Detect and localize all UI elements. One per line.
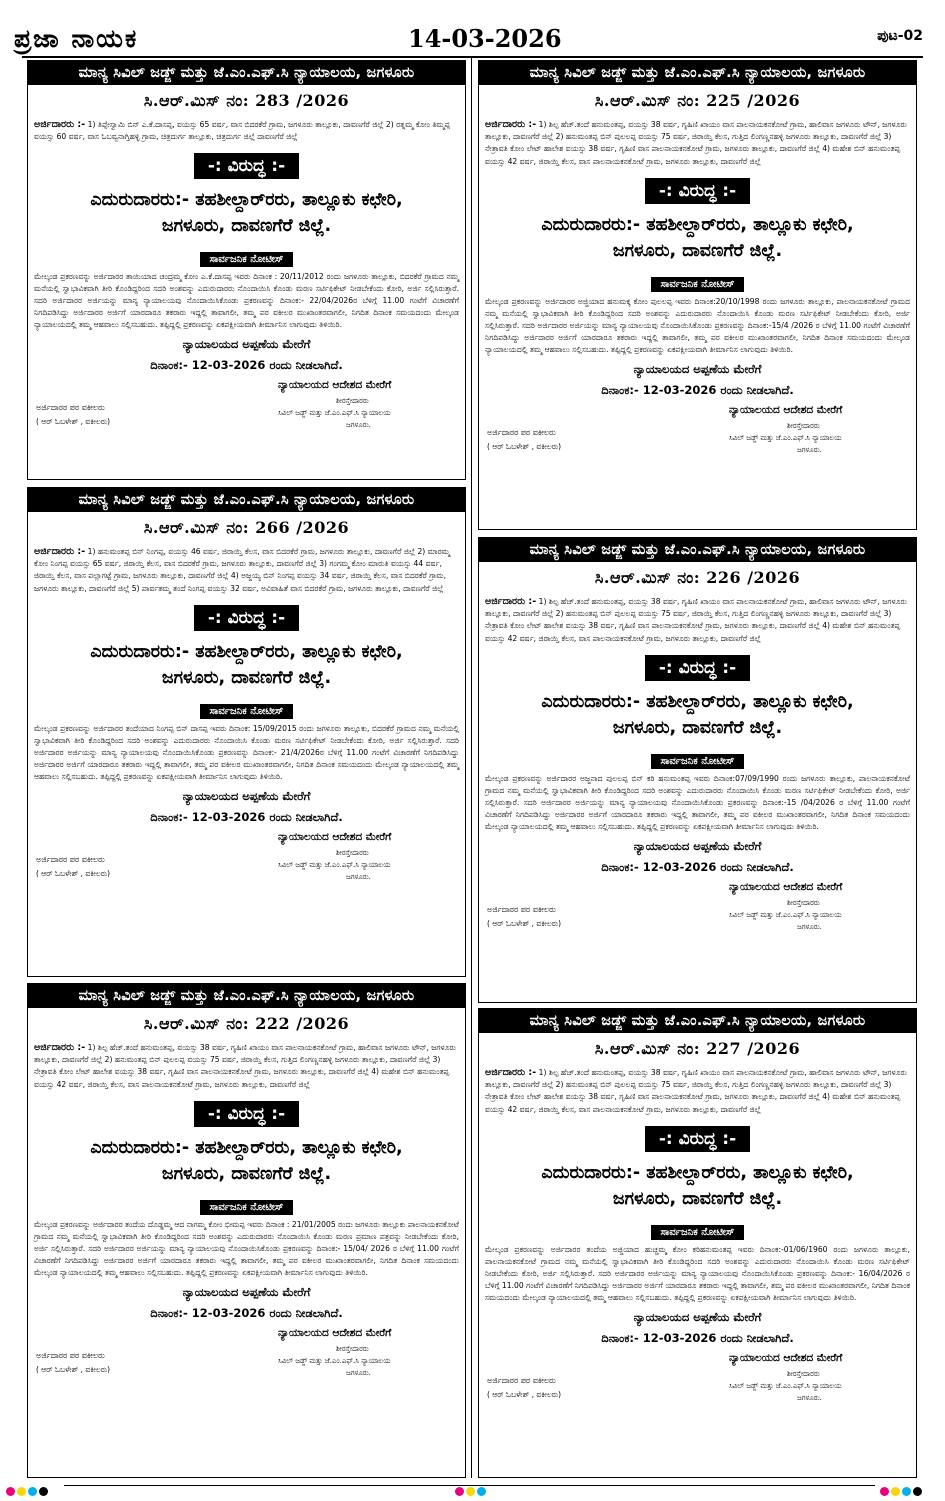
signature-block: [479, 1352, 916, 1410]
versus-label: -: ವಿರುದ್ಧ :-: [645, 1126, 750, 1152]
advocate-label: ಅರ್ಜಿದಾರರ ಪರ ವಕೀಲರು: [487, 427, 556, 437]
advocate-name: ( ಆರ್ ಓಬಳೇಶ್ , ವಕೀಲರು): [487, 441, 562, 451]
petitioner-label: ಅರ್ಜಿದಾರರು :-: [34, 119, 86, 130]
registration-marks-right: [880, 1481, 924, 1491]
petitioners-text: 1) ಶಿಲ್ಪ ಹೆಚ್.ತಂದೆ ಹನುಮಂತಪ್ಪ, ವಯಸ್ಸು 38 ವರ್ಷ, ಗೃಹಿಣಿ ಖಾಯಂ ವಾಸ ಪಾಲನಾಯಕನಕೋಟೆ ಗ್ರಾಮ, ಹಾಲಿವಾಸ ಜಗಳೂರು ಟೌನ್, ಜಗಳೂರು ತಾಲ್ಲೂಕು, ದಾವಣಗೆರೆ ಜಿಲ್ಲೆ 2) ಹನುಮಂತಪ್ಪ ಬಿನ್ ಪುಲಲಪ್ಪ ವಯಸ್ಸು 75 ವರ್ಷ, ಜಿರಾಯ್ತಿ ಕೆಲಸ, ಗುತ್ತಿದ ಲಿಂಗಣ್ಣನಹಳ್ಳಿ ಜಗಳೂರು ತಾಲ್ಲೂಕು, ದಾವಣಗೆರೆ ಜಿಲ್ಲೆ 3) ನೇತ್ರಾವತಿ ಕೋಂ ಲೇಟ್ ಹಾಲೇಶ ವಯಸ್ಸು 38 ವರ್ಷ, ಗೃಹಿಣಿ ವಾಸ ಪಾಲನಾಯಕನಕೋಟೆ ಗ್ರಾಮ, ಜಗಳೂರು ತಾಲ್ಲೂಕು, ದಾವಣಗೆರೆ ಜಿಲ್ಲೆ 4) ಮಹೇಶ ಬಿನ್ ಹನುಮಂತಪ್ಪ ವಯಸ್ಸು 42 ವರ್ಷ, ಜಿರಾಯ್ತಿ ಕೆಲಸ, ವಾಸ ಪಾಲನಾಯಕನಕೋಟೆ ಗ್ರಾಮ, ಜಗಳೂರು ತಾಲ್ಲೂಕು, ದಾವಣಗೆರೆ ಜಿಲ್ಲೆ: [485, 120, 907, 166]
court-authority: ನ್ಯಾಯಾಲಯದ ಅಪ್ಪಣೆಯ ಮೇರೆಗೆ: [182, 788, 311, 803]
registration-marks-center: [455, 1481, 488, 1491]
petitioners-list: [28, 546, 465, 595]
court-notice: [478, 60, 917, 530]
court-authority: ನ್ಯಾಯಾಲಯದ ಅಪ್ಪಣೆಯ ಮೇರೆಗೆ: [633, 361, 762, 376]
clerk-title: ಶೀರಸ್ತೇದಾರರು: [787, 421, 820, 430]
court-town: ಜಗಳೂರು.: [346, 421, 371, 430]
public-notice-label: ಸಾರ್ವಜನಿಕ ನೋಟೀಸ್: [200, 252, 294, 267]
court-order-line: ನ್ಯಾಯಾಲಯದ ಆದೇಶದ ಮೇರೆಗೆ: [278, 830, 392, 843]
signature-block: [28, 379, 465, 437]
court-order-line: ನ್ಯಾಯಾಲಯದ ಆದೇಶದ ಮೇರೆಗೆ: [729, 880, 843, 893]
advocate-name: ( ಆರ್ ಓಬಳೇಶ್ , ವಕೀಲರು): [487, 1389, 562, 1399]
registration-dot: [28, 1487, 37, 1496]
petitioners-list: [28, 119, 465, 143]
petitioners-text: 1) ಶಿಲ್ಪ ಹೆಚ್.ತಂದೆ ಹನುಮಂತಪ್ಪ, ವಯಸ್ಸು 38 ವರ್ಷ, ಗೃಹಿಣಿ ಖಾಯಂ ವಾಸ ಪಾಲನಾಯಕನಕೋಟೆ ಗ್ರಾಮ, ಹಾಲಿವಾಸ ಜಗಳೂರು ಟೌನ್, ಜಗಳೂರು ತಾಲ್ಲೂಕು, ದಾವಣಗೆರೆ ಜಿಲ್ಲೆ 2) ಹನುಮಂತಪ್ಪ ಬಿನ್ ಪುಲಲಪ್ಪ ವಯಸ್ಸು 75 ವರ್ಷ, ಜಿರಾಯ್ತಿ ಕೆಲಸ, ಗುತ್ತಿದ ಲಿಂಗಣ್ಣನಹಳ್ಳಿ ಜಗಳೂರು ತಾಲ್ಲೂಕು, ದಾವಣಗೆರೆ ಜಿಲ್ಲೆ 3) ನೇತ್ರಾವತಿ ಕೋಂ ಲೇಟ್ ಹಾಲೇಶ ವಯಸ್ಸು 38 ವರ್ಷ, ಗೃಹಿಣಿ ವಾಸ ಪಾಲನಾಯಕನಕೋಟೆ ಗ್ರಾಮ, ಜಗಳೂರು ತಾಲ್ಲೂಕು, ದಾವಣಗೆರೆ ಜಿಲ್ಲೆ 4) ಮಹೇಶ ಬಿನ್ ಹನುಮಂತಪ್ಪ ವಯಸ್ಸು 42 ವರ್ಷ, ಜಿರಾಯ್ತಿ ಕೆಲಸ, ವಾಸ ಪಾಲನಾಯಕನಕೋಟೆ ಗ್ರಾಮ, ಜಗಳೂರು ತಾಲ್ಲೂಕು, ದಾವಣಗೆರೆ ಜಿಲ್ಲೆ: [485, 597, 907, 643]
petitioner-label: ಅರ್ಜಿದಾರರು :-: [485, 119, 537, 130]
registration-dot: [913, 1487, 922, 1496]
issue-dated: ದಿನಾಂಕ:- 12-03-2026 ರಂದು ನೀಡಲಾಗಿದೆ.: [601, 1330, 794, 1345]
advocate-name: ( ಆರ್ ಓಬಳೇಶ್ , ವಕೀಲರು): [36, 868, 111, 878]
court-order-line: ನ್ಯಾಯಾಲಯದ ಆದೇಶದ ಮೇರೆಗೆ: [729, 1351, 843, 1364]
registration-dot: [880, 1487, 889, 1496]
respondent-line-2: ಜಗಳೂರು, ದಾವಣಗೆರೆ ಜಿಲ್ಲೆ.: [612, 717, 783, 738]
court-town: ಜಗಳೂರು.: [797, 1393, 822, 1402]
public-notice-banner: [479, 1220, 916, 1240]
advocate-label: ಅರ್ಜಿದಾರರ ಪರ ವಕೀಲರು: [487, 1375, 556, 1385]
petitioners-text: 1) ಶಿಲ್ಪ ಹೆಚ್.ತಂದೆ ಹನುಮಂತಪ್ಪ, ವಯಸ್ಸು 38 ವರ್ಷ, ಗೃಹಿಣಿ ಖಾಯಂ ವಾಸ ಪಾಲನಾಯಕನಕೋಟೆ ಗ್ರಾಮ, ಹಾಲಿವಾಸ ಜಗಳೂರು ಟೌನ್, ಜಗಳೂರು ತಾಲ್ಲೂಕು, ದಾವಣಗೆರೆ ಜಿಲ್ಲೆ 2) ಹನುಮಂತಪ್ಪ ಬಿನ್ ಪುಲಲಪ್ಪ ವಯಸ್ಸು 75 ವರ್ಷ, ಜಿರಾಯ್ತಿ ಕೆಲಸ, ಗುತ್ತಿದ ಲಿಂಗಣ್ಣನಹಳ್ಳಿ ಜಗಳೂರು ತಾಲ್ಲೂಕು, ದಾವಣಗೆರೆ ಜಿಲ್ಲೆ 3) ನೇತ್ರಾವತಿ ಕೋಂ ಲೇಟ್ ಹಾಲೇಶ ವಯಸ್ಸು 38 ವರ್ಷ, ಗೃಹಿಣಿ ವಾಸ ಪಾಲನಾಯಕನಕೋಟೆ ಗ್ರಾಮ, ಜಗಳೂರು ತಾಲ್ಲೂಕು, ದಾವಣಗೆರೆ ಜಿಲ್ಲೆ 4) ಮಹೇಶ ಬಿನ್ ಹನುಮಂತಪ್ಪ ವಯಸ್ಸು 42 ವರ್ಷ, ಜಿರಾಯ್ತಿ ಕೆಲಸ, ವಾಸ ಪಾಲನಾಯಕನಕೋಟೆ ಗ್ರಾಮ, ಜಗಳೂರು ತಾಲ್ಲೂಕು, ದಾವಣಗೆರೆ ಜಿಲ್ಲೆ: [34, 1043, 456, 1089]
respondent-line-2: ಜಗಳೂರು, ದಾವಣಗೆರೆ ಜಿಲ್ಲೆ.: [612, 1188, 783, 1209]
registration-dot: [455, 1487, 464, 1496]
masthead: [0, 0, 945, 54]
case-number: ಸಿ.ಆರ್.ಮಿಸ್ ನಂ: 225 /2026: [594, 91, 801, 110]
court-name: ಸಿವಿಲ್ ಜಡ್ಜ್ ಮತ್ತು ಜೆ.ಎಂ.ಎಫ್.ಸಿ ನ್ಯಾಯಾಲಯ: [729, 433, 842, 442]
court-notice: [27, 60, 466, 480]
court-town: ಜಗಳೂರು.: [346, 1368, 371, 1377]
versus-banner: [28, 1101, 465, 1127]
court-authority: ನ್ಯಾಯಾಲಯದ ಅಪ್ಪಣೆಯ ಮೇರೆಗೆ: [633, 838, 762, 853]
issue-dated: ದಿನಾಂಕ:- 12-03-2026 ರಂದು ನೀಡಲಾಗಿದೆ.: [150, 809, 343, 824]
petitioners-list: [479, 119, 916, 168]
versus-banner: [479, 1126, 916, 1152]
signature-block: [28, 831, 465, 889]
case-number: ಸಿ.ಆರ್.ಮಿಸ್ ನಂ: 227 /2026: [594, 1039, 801, 1058]
issue-dated: ದಿನಾಂಕ:- 12-03-2026 ರಂದು ನೀಡಲಾಗಿದೆ.: [601, 382, 794, 397]
court-heading: ಮಾನ್ಯ ಸಿವಿಲ್ ಜಡ್ಜ್ ಮತ್ತು ಜೆ.ಎಂ.ಎಫ್.ಸಿ ನ್ಯಾಯಾಲಯ, ಜಗಳೂರು: [28, 488, 465, 512]
newspaper-title: ಪ್ರಜಾ ನಾಯಕ: [14, 24, 139, 53]
court-notice: [478, 1008, 917, 1478]
advocate-name: ( ಆರ್ ಓಬಳೇಶ್ , ವಕೀಲರು): [36, 1364, 111, 1374]
clerk-title: ಶೀರಸ್ತೇದಾರರು: [336, 397, 369, 406]
clerk-title: ಶೀರಸ್ತೇದಾರರು: [336, 848, 369, 857]
signature-block: [28, 1327, 465, 1385]
public-notice-label: ಸಾರ್ವಜನಿಕ ನೋಟೀಸ್: [651, 277, 745, 292]
public-notice-banner: [479, 749, 916, 769]
versus-banner: [479, 178, 916, 204]
registration-dot: [466, 1487, 475, 1496]
court-name: ಸಿವಿಲ್ ಜಡ್ಜ್ ಮತ್ತು ಜೆ.ಎಂ.ಎಫ್.ಸಿ ನ್ಯಾಯಾಲಯ: [278, 1356, 391, 1365]
court-heading: ಮಾನ್ಯ ಸಿವಿಲ್ ಜಡ್ಜ್ ಮತ್ತು ಜೆ.ಎಂ.ಎಫ್.ಸಿ ನ್ಯಾಯಾಲಯ, ಜಗಳೂರು: [479, 61, 916, 85]
case-number: ಸಿ.ಆರ್.ಮಿಸ್ ನಂ: 266 /2026: [143, 518, 350, 537]
advocate-label: ಅರ್ಜಿದಾರರ ಪರ ವಕೀಲರು: [36, 403, 105, 413]
registration-dot: [39, 1487, 48, 1496]
respondent-line-1: ಎದುರುದಾರರು:- ತಹಶೀಲ್ದಾರ್‌ರರು, ತಾಲ್ಲೂಕು ಕಛೇರಿ,: [541, 691, 854, 712]
public-notice-label: ಸಾರ್ವಜನಿಕ ನೋಟೀಸ್: [200, 1200, 294, 1215]
notice-body: ಮೇಲ್ಕಂಡ ಪ್ರಕರಣವನ್ನು ಅರ್ಜಿದಾರರ ತಾಯಿಯಾದ ಚಂದ್ರಮ್ಮ ಕೋಂ ಎ.ಕೆ.ದಾಸಪ್ಪ ಇವರು ದಿನಾಂಕ : 20/11/2012 ರಂದು ಜಗಳೂರು ತಾಲ್ಲೂಕು, ಬಿದರಕೆರೆ ಗ್ರಾಮದ ನಮ್ಮ ಮನೆಯಲ್ಲಿ ಸ್ವಾಭಾವಿಕವಾಗಿ ತೀರಿ ಕೊಂಡಿದ್ದರಿಂದ ಸದರಿ ಅಂಶವನ್ನು ಎದುರುದಾರರು ನೊಂದಾಯಿಸಿ ಕೊಂಡು ಮರಣ ಸರ್ಟಿಫಿಕೇಟ್ ನೀಡಬೇಕೆಂದು ಕೋರಿ, ಅರ್ಜಿ ಸಲ್ಲಿಸಿರುತ್ತಾರೆ. ಸದರಿ ಅರ್ಜಿದಾರರ ಅರ್ಜಿಯನ್ನು ಮಾನ್ಯ ನ್ಯಾಯಾಲಯವು ನೊಂದಾಯಿಸಿಕೊಂಡು ಪ್ರಕರಣವನ್ನು ದಿನಾಂಕ:- 22/04/2026ರ ಬೆಳಿಗ್ಗೆ 11.00 ಗಂಟೆಗೆ ವಿಚಾರಣೆಗೆ ನಿಗದಿಪಡಿಸಿದ್ದು ಅರ್ಜಿದಾರರ ಅರ್ಜಿಗೆ ಯಾರದಾರೂ ತಕರಾರು ಇದ್ದಲ್ಲಿ ತಾವಾಗಲೀ, ತಮ್ಮ ಪರ ವಕೀಲರ ಮುಖಾಂತರವಾಗಲೀ, ನಿಗದಿತ ದಿನಾಂಕ ಸಮಯದಂದು ಮೇಲ್ಕಂಡ ನ್ಯಾಯಾಲಯದಲ್ಲಿ ತಮ್ಮ ಆಹವಾಲು ಸಲ್ಲಿಸಬಹುದು. ತಪ್ಪಿದ್ದಲ್ಲಿ ಪ್ರಕರಣವನ್ನು ಏಕಪಕ್ಷೀಯವಾಗಿ ತೀರ್ಮಾನಿಸ ಲಾಗುವುದು ತಿಳಿಯಿರಿ.: [34, 272, 459, 330]
registration-dot: [902, 1487, 911, 1496]
respondent-line-1: ಎದುರುದಾರರು:- ತಹಶೀಲ್ದಾರ್‌ರರು, ತಾಲ್ಲೂಕು ಕಛೇರಿ,: [90, 190, 403, 211]
public-notice-label: ಸಾರ್ವಜನಿಕ ನೋಟೀಸ್: [651, 754, 745, 769]
advocate-name: ( ಆರ್ ಓಬಳೇಶ್ , ವಕೀಲರು): [36, 417, 111, 427]
signature-block: [479, 404, 916, 462]
advocate-label: ಅರ್ಜಿದಾರರ ಪರ ವಕೀಲರು: [36, 1350, 105, 1360]
masthead-rule: [22, 56, 923, 58]
versus-label: -: ವಿರುದ್ಧ :-: [645, 178, 750, 204]
issue-dated: ದಿನಾಂಕ:- 12-03-2026 ರಂದು ನೀಡಲಾಗಿದೆ.: [150, 358, 343, 373]
public-notice-banner: [28, 1195, 465, 1215]
public-notice-banner: [28, 247, 465, 267]
petitioners-text: 1) ಹನುಮಂತಪ್ಪ ಬಿನ್ ನಿಂಗಪ್ಪ, ವಯಸ್ಸು 46 ವರ್ಷ, ಜಿರಾಯ್ತಿ ಕೆಲಸ, ವಾಸ ಬಿದರಕೆರೆ ಗ್ರಾಮ, ಜಗಳೂರು ತಾಲ್ಲೂಕು, ದಾವಣಗೆರೆ ಜಿಲ್ಲೆ 2) ಮಾರಮ್ಮ ಕೋಂ ನಿಂಗಪ್ಪ ವಯಸ್ಸು 65 ವರ್ಷ, ಜಿರಾಯ್ತಿ ಕೆಲಸ, ವಾಸ ಬಿದರಕೆರೆ ಗ್ರಾಮ, ಜಗಳೂರು ತಾಲ್ಲೂಕು, ದಾವಣಗೆರೆ ಜಿಲ್ಲೆ 3) ಗಂಗಮ್ಮ ಕೋಂ ಮಾರುತಿ ವಯಸ್ಸು 44 ವರ್ಷ, ಜಿರಾಯ್ತಿ ಕೆಲಸ, ವಾಸ ಪಲ್ಲಾಗಟ್ಟೆ ಗ್ರಾಮ, ಜಗಳೂರು ತಾಲ್ಲೂಕು, ದಾವಣಗೆರೆ ಜಿಲ್ಲೆ 4) ಅಜ್ಜಯ್ಯ ಬಿನ್ ನಿಂಗಪ್ಪ ವಯಸ್ಸು 34 ವರ್ಷ, ಜಿರಾಯ್ತಿ ಕೆಲಸ, ವಾಸ ಬಿದರಕೆರೆ ಗ್ರಾಮ, ಜಗಳೂರು ತಾಲ್ಲೂಕು, ದಾವಣಗೆರೆ ಜಿಲ್ಲೆ 5) ಪಾರ್ವತಮ್ಮ ತಂದೆ ನಿಂಗಪ್ಪ ವಯಸ್ಸು 32 ವರ್ಷ, ಅವಿವಾಹಿತೆ ವಾಸ ಬಿದರಕೆರೆ ಗ್ರಾಮ, ಜಗಳೂರು ತಾಲ್ಲೂಕು, ದಾವಣಗೆರೆ ಜಿಲ್ಲೆ: [34, 547, 450, 593]
bottom-rule: [64, 1485, 875, 1486]
notice-body: ಮೇಲ್ಕಂಡ ಪ್ರಕರಣವನ್ನು ಅರ್ಜಿದಾರರ ತಂದೆಯ ಅಜ್ಜಿಯಾದ ಹುಚ್ಚಮ್ಮ ಕೋಂ ಕರಿಹನುಮಂತಪ್ಪ ಇವರು ದಿನಾಂಕ:-01/06/1960 ರಂದು ಜಗಳೂರು ತಾಲ್ಲೂಕು, ಪಾಲನಾಯಕನಕೋಟೆ ಗ್ರಾಮದ ನಮ್ಮ ಮನೆಯಲ್ಲಿ ಸ್ವಾಭಾವಿಕವಾಗಿ ತೀರಿ ಕೊಂಡಿದ್ದರಿಂದ ಸದರಿ ಅಂಶವನ್ನು ಎದುರುದಾರರು ನೊಂದಾಯಿಸಿ ಕೊಂಡು ಮರಣ ಸರ್ಟಿಫಿಕೇಟ್ ನೀಡಬೇಕೆಂದು ಕೋರಿ, ಅರ್ಜಿ ಸಲ್ಲಿಸಿರುತ್ತಾರೆ. ಸದರಿ ಅರ್ಜಿದಾರರ ಅರ್ಜಿಯನ್ನು ಮಾನ್ಯ ನ್ಯಾಯಾಲಯವು ನೊಂದಾಯಿಸಿಕೊಂಡು ಪ್ರಕರಣವನ್ನು ದಿನಾಂಕ:- 16/04/2026 ರ ಬೆಳಿಗ್ಗೆ 11.00 ಗಂಟೆಗೆ ವಿಚಾರಣೆಗೆ ನಿಗದಿಪಡಿಸಿದ್ದು ಅರ್ಜಿದಾರರ ಅರ್ಜಿಗೆ ಯಾರದಾರೂ ತಕರಾರು ಇದ್ದಲ್ಲಿ ತಾವಾಗಲೀ, ತಮ್ಮ ಪರ ವಕೀಲರ ಮುಖಾಂತರವಾಗಲೀ, ನಿಗದಿತ ದಿನಾಂಕ ಸಮಯದಂದು ಮೇಲ್ಕಂಡ ನ್ಯಾಯಾಲಯದಲ್ಲಿ ತಮ್ಮ ಆಹವಾಲು ಸಲ್ಲಿಸಬಹುದು. ತಪ್ಪಿದ್ದಲ್ಲಿ ಪ್ರಕರಣವನ್ನು ಏಕಪಕ್ಷೀಯವಾಗಿ ತೀರ್ಮಾನಿಸ ಲಾಗುವುದು ತಿಳಿಯಿರಿ.: [485, 1244, 910, 1302]
clerk-title: ಶೀರಸ್ತೇದಾರರು: [336, 1344, 369, 1353]
court-order-line: ನ್ಯಾಯಾಲಯದ ಆದೇಶದ ಮೇರೆಗೆ: [729, 403, 843, 416]
case-number: ಸಿ.ಆರ್.ಮಿಸ್ ನಂ: 226 /2026: [594, 568, 801, 587]
versus-banner: [28, 153, 465, 179]
court-name: ಸಿವಿಲ್ ಜಡ್ಜ್ ಮತ್ತು ಜೆ.ಎಂ.ಎಫ್.ಸಿ ನ್ಯಾಯಾಲಯ: [729, 1381, 842, 1390]
registration-dot: [477, 1487, 486, 1496]
versus-label: -: ವಿರುದ್ಧ :-: [194, 153, 299, 179]
notice-body: ಮೇಲ್ಕಂಡ ಪ್ರಕರಣವನ್ನು ಅರ್ಜಿದಾರರ ಅಜ್ಜನಾದ ಪುಲಲಪ್ಪ ಬಿನ್ ಕರಿ ಹನುಮಂತಪ್ಪ ಇವರು ದಿನಾಂಕ:07/09/1990 ರಂದು ಜಗಳೂರು ತಾಲ್ಲೂಕು, ಪಾಲನಾಯಕನಕೋಟೆ ಗ್ರಾಮದ ನಮ್ಮ ಮನೆಯಲ್ಲಿ ಸ್ವಾಭಾವಿಕವಾಗಿ ತೀರಿ ಕೊಂಡಿದ್ದರಿಂದ ಸದರಿ ಅಂಶವನ್ನು ಎದುರುದಾರರು ನೊಂದಾಯಿಸಿ ಕೊಂಡು ಮರಣ ಸರ್ಟಿಫಿಕೇಟ್ ನೀಡಬೇಕೆಂದು ಕೋರಿ, ಅರ್ಜಿ ಸಲ್ಲಿಸಿರುತ್ತಾರೆ. ಸದರಿ ಅರ್ಜಿದಾರರ ಅರ್ಜಿಯನ್ನು ಮಾನ್ಯ ನ್ಯಾಯಾಲಯವು ನೊಂದಾಯಿಸಿಕೊಂಡು ಪ್ರಕರಣವನ್ನು ದಿನಾಂಕ:-15 /04/2026 ರ ಬೆಳಿಗ್ಗೆ 11.00 ಗಂಟೆಗೆ ವಿಚಾರಣೆಗೆ ನಿಗದಿಪಡಿಸಿದ್ದು ಅರ್ಜಿದಾರರ ಅರ್ಜಿಗೆ ಯಾರದಾರೂ ತಕರಾರು ಇದ್ದಲ್ಲಿ ತಾವಾಗಲೀ, ತಮ್ಮ ಪರ ವಕೀಲರ ಮುಖಾಂತರವಾಗಲೀ, ನಿಗದಿತ ದಿನಾಂಕ ಸಮಯದಂದು ಮೇಲ್ಕಂಡ ನ್ಯಾಯಾಲಯದಲ್ಲಿ ತಮ್ಮ ಆಹವಾಲು ಸಲ್ಲಿಸಬಹುದು. ತಪ್ಪಿದ್ದಲ್ಲಿ ಪ್ರಕರಣವನ್ನು ಏಕಪಕ್ಷೀಯವಾಗಿ ತೀರ್ಮಾನಿಸ ಲಾಗುವುದು ತಿಳಿಯಿರಿ.: [485, 773, 910, 831]
notice-body: ಮೇಲ್ಕಂಡ ಪ್ರಕರಣವನ್ನು ಅರ್ಜಿದಾರರ ಅಜ್ಜಿಯಾದ ಹನುಮಕ್ಕ ಕೋಂ ಪುಲಲಪ್ಪ ಇವರು ದಿನಾಂಕ:20/10/1998 ರಂದು ಜಗಳೂರು ತಾಲ್ಲೂಕು, ಪಾಲನಾಯಕನಕೋಟೆ ಗ್ರಾಮದ ನಮ್ಮ ಮನೆಯಲ್ಲಿ ಸ್ವಾಭಾವಿಕವಾಗಿ ತೀರಿ ಕೊಂಡಿದ್ದರಿಂದ ಸದರಿ ಅಂಶವನ್ನು ಎದುರುದಾರರು ನೊಂದಾಯಿಸಿ ಕೊಂಡು ಮರಣ ಸರ್ಟಿಫಿಕೇಟ್ ನೀಡಬೇಕೆಂದು ಕೋರಿ, ಅರ್ಜಿ ಸಲ್ಲಿಸಿರುತ್ತಾರೆ. ಸದರಿ ಅರ್ಜಿದಾರರ ಅರ್ಜಿಯನ್ನು ಮಾನ್ಯ ನ್ಯಾಯಾಲಯವು ನೊಂದಾಯಿಸಿಕೊಂಡು ಪ್ರಕರಣವನ್ನು ದಿನಾಂಕ:-15/4 /2026 ರ ಬೆಳಿಗ್ಗೆ 11.00 ಗಂಟೆಗೆ ವಿಚಾರಣೆಗೆ ನಿಗದಿಪಡಿಸಿದ್ದು ಅರ್ಜಿದಾರರ ಅರ್ಜಿಗೆ ಯಾರದಾರೂ ತಕರಾರು ಇದ್ದಲ್ಲಿ ತಾವಾಗಲೀ, ತಮ್ಮ ಪರ ವಕೀಲರ ಮುಖಾಂತರವಾಗಲೀ, ನಿಗದಿತ ದಿನಾಂಕ ಸಮಯದಂದು ಮೇಲ್ಕಂಡ ನ್ಯಾಯಾಲಯದಲ್ಲಿ ತಮ್ಮ ಆಹವಾಲು ಸಲ್ಲಿಸಬಹುದು. ತಪ್ಪಿದ್ದಲ್ಲಿ ಪ್ರಕರಣವನ್ನು ಏಕಪಕ್ಷೀಯವಾಗಿ ತೀರ್ಮಾನಿಸ ಲಾಗುವುದು ತಿಳಿಯಿರಿ.: [485, 296, 910, 354]
public-notice-banner: [28, 699, 465, 719]
respondent-line-1: ಎದುರುದಾರರು:- ತಹಶೀಲ್ದಾರ್‌ರರು, ತಾಲ್ಲೂಕು ಕಛೇರಿ,: [90, 1137, 403, 1158]
court-heading: ಮಾನ್ಯ ಸಿವಿಲ್ ಜಡ್ಜ್ ಮತ್ತು ಜೆ.ಎಂ.ಎಫ್.ಸಿ ನ್ಯಾಯಾಲಯ, ಜಗಳೂರು: [28, 984, 465, 1008]
petitioners-list: [479, 1067, 916, 1116]
advocate-name: ( ಆರ್ ಓಬಳೇಶ್ , ವಕೀಲರು): [487, 918, 562, 928]
public-notice-label: ಸಾರ್ವಜನಿಕ ನೋಟೀಸ್: [200, 704, 294, 719]
respondent-line-1: ಎದುರುದಾರರು:- ತಹಶೀಲ್ದಾರ್‌ರರು, ತಾಲ್ಲೂಕು ಕಛೇರಿ,: [541, 1162, 854, 1183]
court-notice: [478, 537, 917, 1003]
public-notice-banner: [479, 272, 916, 292]
public-notice-label: ಸಾರ್ವಜನಿಕ ನೋಟೀಸ್: [651, 1225, 745, 1240]
court-name: ಸಿವಿಲ್ ಜಡ್ಜ್ ಮತ್ತು ಜೆ.ಎಂ.ಎಫ್.ಸಿ ನ್ಯಾಯಾಲಯ: [278, 860, 391, 869]
respondent-line-1: ಎದುರುದಾರರು:- ತಹಶೀಲ್ದಾರ್‌ರರು, ತಾಲ್ಲೂಕು ಕಛೇರಿ,: [541, 214, 854, 235]
respondent-line-2: ಜಗಳೂರು, ದಾವಣಗೆರೆ ಜಿಲ್ಲೆ.: [161, 216, 332, 237]
notice-body: ಮೇಲ್ಕಂಡ ಪ್ರಕರಣವನ್ನು ಅರ್ಜಿದಾರರ ತಂದೆಯಾದ ನಿಂಗಪ್ಪ ಬಿನ್ ದಾಸಪ್ಪ ಇವರು ದಿನಾಂಕ: 15/09/2015 ರಂದು ಜಗಳೂರು ತಾಲ್ಲೂಕು, ಬಿದರಕೆರೆ ಗ್ರಾಮದ ನಮ್ಮ ಮನೆಯಲ್ಲಿ ಸ್ವಾಭಾವಿಕವಾಗಿ ತೀರಿ ಕೊಂಡಿದ್ದರಿಂದ ಸದರಿ ಅಂಶವನ್ನು ಎದುರುದಾರರು ನೊಂದಾಯಿಸಿ ಕೊಂಡು ಮರಣ ಸರ್ಟಿಫಿಕೇಟ್ ನೀಡಬೇಕೆಂದು ಕೋರಿ, ಅರ್ಜಿ ಸಲ್ಲಿಸಿರುತ್ತಾರೆ. ಸದರಿ ಅರ್ಜಿದಾರರ ಅರ್ಜಿಯನ್ನು ಮಾನ್ಯ ನ್ಯಾಯಾಲಯವು ನೊಂದಾಯಿಸಿಕೊಂಡು ಪ್ರಕರಣವನ್ನು ದಿನಾಂಕ:- 21/4/2026ರ ಬೆಳಿಗ್ಗೆ 11.00 ಗಂಟೆಗೆ ವಿಚಾರಣೆಗೆ ನಿಗದಿಪಡಿಸಿದ್ದು ಅರ್ಜಿದಾರರ ಅರ್ಜಿಗೆ ಯಾರದಾರೂ ತಕರಾರು ಇದ್ದಲ್ಲಿ ತಾವಾಗಲೀ, ತಮ್ಮ ಪರ ವಕೀಲರ ಮುಖಾಂತರವಾಗಲೀ, ನಿಗದಿತ ದಿನಾಂಕ ಸಮಯದಂದು ಮೇಲ್ಕಂಡ ನ್ಯಾಯಾಲಯದಲ್ಲಿ ತಮ್ಮ ಆಹವಾಲು ಸಲ್ಲಿಸಬಹುದು. ತಪ್ಪಿದ್ದಲ್ಲಿ ಪ್ರಕರಣವನ್ನು ಏಕಪಕ್ಷೀಯವಾಗಿ ತೀರ್ಮಾನಿಸ ಲಾಗುವುದು ತಿಳಿಯಿರಿ.: [34, 723, 459, 781]
court-town: ಜಗಳೂರು.: [797, 445, 822, 454]
column-divider: [471, 58, 472, 1478]
petitioners-text: 1) ಶಿಲ್ಪ ಹೆಚ್.ತಂದೆ ಹನುಮಂತಪ್ಪ, ವಯಸ್ಸು 38 ವರ್ಷ, ಗೃಹಿಣಿ ಖಾಯಂ ವಾಸ ಪಾಲನಾಯಕನಕೋಟೆ ಗ್ರಾಮ, ಹಾಲಿವಾಸ ಜಗಳೂರು ಟೌನ್, ಜಗಳೂರು ತಾಲ್ಲೂಕು, ದಾವಣಗೆರೆ ಜಿಲ್ಲೆ 2) ಹನುಮಂತಪ್ಪ ಬಿನ್ ಪುಲಲಪ್ಪ ವಯಸ್ಸು 75 ವರ್ಷ, ಜಿರಾಯ್ತಿ ಕೆಲಸ, ಗುತ್ತಿದ ಲಿಂಗಣ್ಣನಹಳ್ಳಿ ಜಗಳೂರು ತಾಲ್ಲೂಕು, ದಾವಣಗೆರೆ ಜಿಲ್ಲೆ 3) ನೇತ್ರಾವತಿ ಕೋಂ ಲೇಟ್ ಹಾಲೇಶ ವಯಸ್ಸು 38 ವರ್ಷ, ಗೃಹಿಣಿ ವಾಸ ಪಾಲನಾಯಕನಕೋಟೆ ಗ್ರಾಮ, ಜಗಳೂರು ತಾಲ್ಲೂಕು, ದಾವಣಗೆರೆ ಜಿಲ್ಲೆ 4) ಮಹೇಶ ಬಿನ್ ಹನುಮಂತಪ್ಪ ವಯಸ್ಸು 42 ವರ್ಷ, ಜಿರಾಯ್ತಿ ಕೆಲಸ, ವಾಸ ಪಾಲನಾಯಕನಕೋಟೆ ಗ್ರಾಮ, ಜಗಳೂರು ತಾಲ್ಲೂಕು, ದಾವಣಗೆರೆ ಜಿಲ್ಲೆ: [485, 1068, 907, 1114]
versus-label: -: ವಿರುದ್ಧ :-: [194, 1101, 299, 1127]
advocate-label: ಅರ್ಜಿದಾರರ ಪರ ವಕೀಲರು: [36, 854, 105, 864]
clerk-title: ಶೀರಸ್ತೇದಾರರು: [787, 898, 820, 907]
respondent-line-2: ಜಗಳೂರು, ದಾವಣಗೆರೆ ಜಿಲ್ಲೆ.: [161, 667, 332, 688]
court-authority: ನ್ಯಾಯಾಲಯದ ಅಪ್ಪಣೆಯ ಮೇರೆಗೆ: [633, 1309, 762, 1324]
registration-dot: [17, 1487, 26, 1496]
issue-dated: ದಿನಾಂಕ:- 12-03-2026 ರಂದು ನೀಡಲಾಗಿದೆ.: [601, 859, 794, 874]
court-name: ಸಿವಿಲ್ ಜಡ್ಜ್ ಮತ್ತು ಜೆ.ಎಂ.ಎಫ್.ಸಿ ನ್ಯಾಯಾಲಯ: [729, 910, 842, 919]
registration-marks-left: [6, 1481, 50, 1491]
case-number: ಸಿ.ಆರ್.ಮಿಸ್ ನಂ: 283 /2026: [143, 91, 350, 110]
signature-block: [479, 881, 916, 939]
issue-dated: ದಿನಾಂಕ:- 12-03-2026 ರಂದು ನೀಡಲಾಗಿದೆ.: [150, 1305, 343, 1320]
registration-dot: [6, 1487, 15, 1496]
registration-dot: [891, 1487, 900, 1496]
court-name: ಸಿವಿಲ್ ಜಡ್ಜ್ ಮತ್ತು ಜೆ.ಎಂ.ಎಫ್.ಸಿ ನ್ಯಾಯಾಲಯ: [278, 409, 391, 418]
versus-label: -: ವಿರುದ್ಧ :-: [194, 605, 299, 631]
petitioner-label: ಅರ್ಜಿದಾರರು :-: [34, 546, 86, 557]
respondent-line-2: ಜಗಳೂರು, ದಾವಣಗೆರೆ ಜಿಲ್ಲೆ.: [161, 1163, 332, 1184]
versus-banner: [479, 655, 916, 681]
court-heading: ಮಾನ್ಯ ಸಿವಿಲ್ ಜಡ್ಜ್ ಮತ್ತು ಜೆ.ಎಂ.ಎಫ್.ಸಿ ನ್ಯಾಯಾಲಯ, ಜಗಳೂರು: [28, 61, 465, 85]
court-heading: ಮಾನ್ಯ ಸಿವಿಲ್ ಜಡ್ಜ್ ಮತ್ತು ಜೆ.ಎಂ.ಎಫ್.ಸಿ ನ್ಯಾಯಾಲಯ, ಜಗಳೂರು: [479, 1009, 916, 1033]
respondent-line-1: ಎದುರುದಾರರು:- ತಹಶೀಲ್ದಾರ್‌ರರು, ತಾಲ್ಲೂಕು ಕಛೇರಿ,: [90, 641, 403, 662]
petitioner-label: ಅರ್ಜಿದಾರರು :-: [485, 1067, 537, 1078]
petitioners-list: [479, 596, 916, 645]
page-number: ಪುಟ-02: [877, 28, 923, 44]
petitioners-list: [28, 1042, 465, 1091]
court-heading: ಮಾನ್ಯ ಸಿವಿಲ್ ಜಡ್ಜ್ ಮತ್ತು ಜೆ.ಎಂ.ಎಫ್.ಸಿ ನ್ಯಾಯಾಲಯ, ಜಗಳೂರು: [479, 538, 916, 562]
court-town: ಜಗಳೂರು.: [797, 922, 822, 931]
court-order-line: ನ್ಯಾಯಾಲಯದ ಆದೇಶದ ಮೇರೆಗೆ: [278, 379, 392, 392]
court-order-line: ನ್ಯಾಯಾಲಯದ ಆದೇಶದ ಮೇರೆಗೆ: [278, 1326, 392, 1339]
court-authority: ನ್ಯಾಯಾಲಯದ ಅಪ್ಪಣೆಯ ಮೇರೆಗೆ: [182, 337, 311, 352]
petitioners-text: 1) ತಿಪ್ಪೇಸ್ವಾಮಿ ಬಿನ್ ಎ.ಕೆ.ದಾಸಪ್ಪ, ವಯಸ್ಸು 65 ವರ್ಷ, ವಾಸ ಬಿದರಕೆರೆ ಗ್ರಾಮ, ಜಗಳೂರು ತಾಲ್ಲೂಕು, ದಾವಣಗೆರೆ ಜಿಲ್ಲೆ 2) ರತ್ನಮ್ಮ ಕೋಂ ತಿಮ್ಮಪ್ಪ ವಯಸ್ಸು 60 ವರ್ಷ, ವಾಸ ಓಬವ್ವನಾಗ್ತಿಹಳ್ಳಿ ಗ್ರಾಮ, ಚಿತ್ರದುರ್ಗ ತಾಲ್ಲೂಕು, ಚಿತ್ರದುರ್ಗ ಜಿಲ್ಲೆ ದಾವಣಗೆರೆ ಜಿಲ್ಲೆ: [34, 120, 451, 142]
versus-label: -: ವಿರುದ್ಧ :-: [645, 655, 750, 681]
court-town: ಜಗಳೂರು.: [346, 872, 371, 881]
case-number: ಸಿ.ಆರ್.ಮಿಸ್ ನಂ: 222 /2026: [143, 1014, 350, 1033]
court-authority: ನ್ಯಾಯಾಲಯದ ಅಪ್ಪಣೆಯ ಮೇರೆಗೆ: [182, 1284, 311, 1299]
court-notice: [27, 983, 466, 1478]
respondent-line-2: ಜಗಳೂರು, ದಾವಣಗೆರೆ ಜಿಲ್ಲೆ.: [612, 240, 783, 261]
court-notice: [27, 487, 466, 977]
advocate-label: ಅರ್ಜಿದಾರರ ಪರ ವಕೀಲರು: [487, 904, 556, 914]
petitioner-label: ಅರ್ಜಿದಾರರು :-: [485, 596, 537, 607]
notice-body: ಮೇಲ್ಕಂಡ ಪ್ರಕರಣವನ್ನು ಅರ್ಜಿದಾರರ ತಂದೆಯ ದೊಡ್ಡಮ್ಮ ಆದ ನಾಗಮ್ಮ ಕೋಂ ಭೀಮಪ್ಪ ಇವರು ದಿನಾಂಕ : 21/01/2005 ರಂದು ಜಗಳೂರು ತಾಲ್ಲೂಕು ಪಾಲನಾಯಕನಕೋಟೆ ಗ್ರಾಮದ ನಮ್ಮ ಮನೆಯಲ್ಲಿ ಸ್ವಾಭಾವಿಕವಾಗಿ ತೀರಿ ಕೊಂಡಿದ್ದರಿಂದ ಸದರಿ ಅಂಶವನ್ನು ಎದುರುದಾರರು ನೊಂದಾಯಿಸಿ ಕೊಂಡು ಮರಣ ಪ್ರಮಾಣ ಪತ್ರವನ್ನು ನೀಡಬೇಕೆಂದು ಕೋರಿ, ಅರ್ಜಿ ಸಲ್ಲಿಸಿರುತ್ತಾರೆ. ಸದರಿ ಅರ್ಜಿದಾರರ ಅರ್ಜಿಯನ್ನು ಮಾನ್ಯ ನ್ಯಾಯಾಲಯವು ನೊಂದಾಯಿಸಿಕೊಂಡು ಪ್ರಕರಣವನ್ನು ದಿನಾಂಕ:- 15/04/ 2026 ರ ಬೆಳಿಗ್ಗೆ 11.00 ಗಂಟೆಗೆ ವಿಚಾರಣೆಗೆ ನಿಗದಿಪಡಿಸಿದ್ದು ಅರ್ಜಿದಾರರ ಅರ್ಜಿಗೆ ಯಾರದಾರೂ ತಕರಾರು ಇದ್ದಲ್ಲಿ ತಾವಾಗಲೀ, ತಮ್ಮ ಪರ ವಕೀಲರ ಮುಖಾಂತರವಾಗಲೀ, ನಿಗದಿತ ದಿನಾಂಕ ಸಮಯದಂದು ಮೇಲ್ಕಂಡ ನ್ಯಾಯಾಲಯದಲ್ಲಿ ತಮ್ಮ ಆಹವಾಲು ಸಲ್ಲಿಸಬಹುದು. ತಪ್ಪಿದ್ದಲ್ಲಿ ಪ್ರಕರಣವನ್ನು ಏಕಪಕ್ಷೀಯವಾಗಿ ತೀರ್ಮಾನಿಸ ಲಾಗುವುದು ತಿಳಿಯಿರಿ.: [34, 1219, 459, 1277]
petitioner-label: ಅರ್ಜಿದಾರರು :-: [34, 1042, 86, 1053]
issue-date: 14-03-2026: [408, 24, 562, 53]
versus-banner: [28, 605, 465, 631]
clerk-title: ಶೀರಸ್ತೇದಾರರು: [787, 1369, 820, 1378]
